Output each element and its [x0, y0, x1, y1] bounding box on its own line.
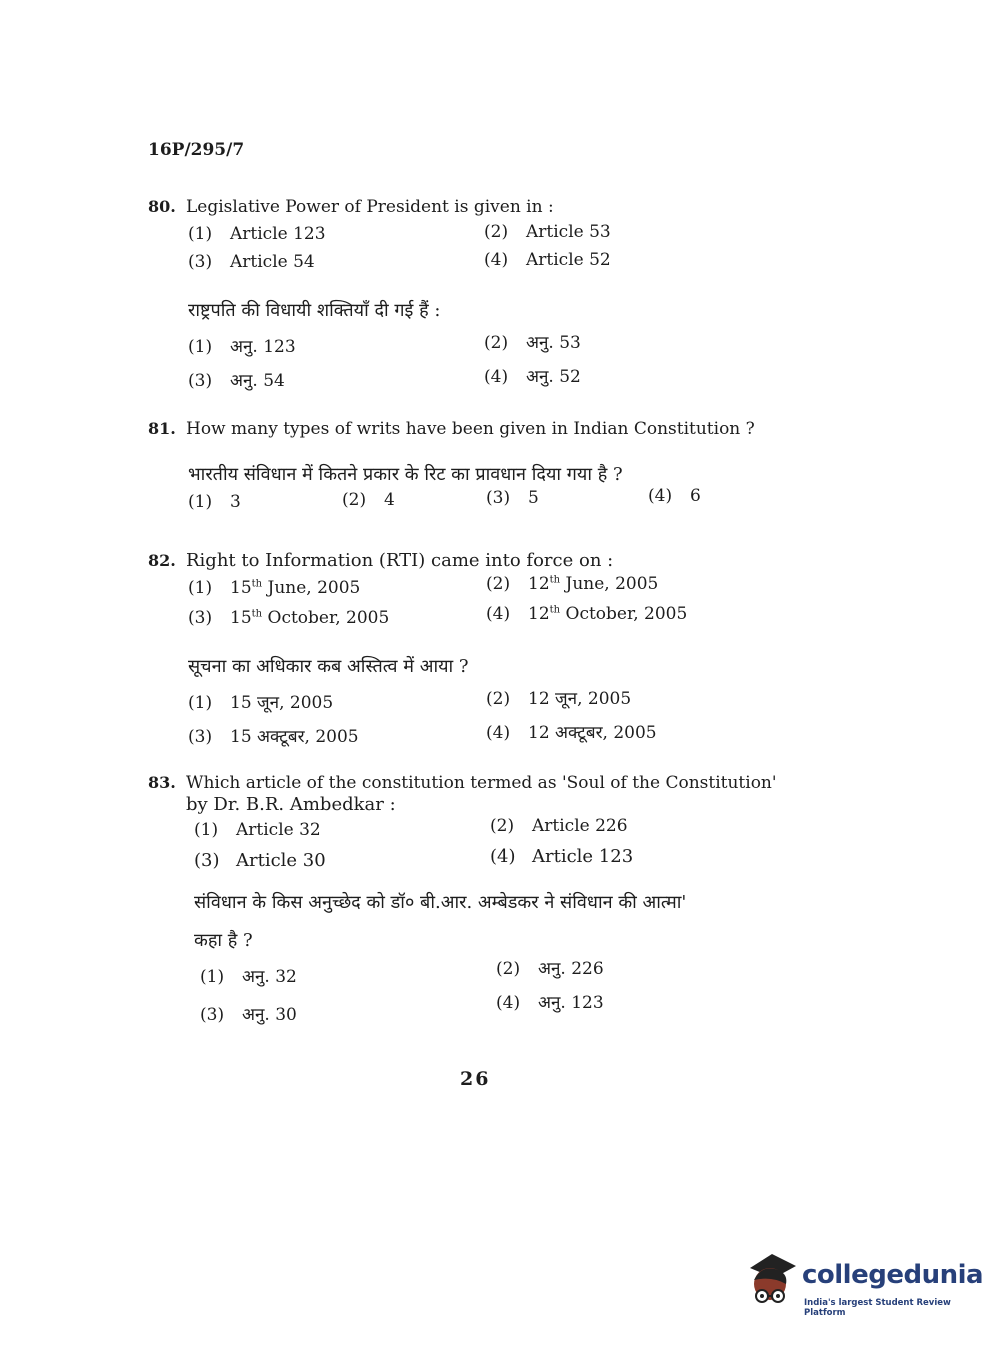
question-text-hi: राष्ट्रपति की विधायी शक्तियाँ दी गई हैं : [188, 300, 441, 321]
option: (2) Article 53 [484, 222, 611, 242]
question-number: 81. [148, 419, 176, 438]
question-text-en-line2: by Dr. B.R. Ambedkar : [186, 794, 396, 815]
option: (1) अनु. 123 [188, 337, 296, 357]
option: (2) 4 [342, 490, 395, 510]
option: (4) 12th October, 2005 [486, 604, 688, 624]
option: (1) Article 123 [188, 224, 326, 244]
options-en [188, 574, 788, 638]
brand-tagline: India's largest Student Review Platform [804, 1298, 951, 1318]
option: (3) 15th October, 2005 [188, 608, 390, 628]
question-82 [148, 550, 788, 760]
option: (3) Article 30 [194, 850, 326, 871]
option: (3) 15 अक्टूबर, 2005 [188, 727, 359, 747]
brand-name: collegedunia [802, 1260, 984, 1290]
option: (2) अनु. 53 [484, 333, 581, 353]
option: (1) Article 32 [194, 820, 321, 840]
question-text-hi: संविधान के किस अनुच्छेद को डॉ० बी.आर. अम्बेडकर ने संविधान की आत्मा' [194, 892, 687, 913]
option: (3) 5 [486, 488, 539, 508]
option: (4) 6 [648, 486, 701, 506]
question-text-hi: भारतीय संविधान में कितने प्रकार के रिट का प्रावधान दिया गया है ? [188, 464, 623, 485]
options-hi [188, 690, 788, 760]
option: (1) 15 जून, 2005 [188, 693, 334, 713]
question-text-en: How many types of writs have been given in Indian Constitution ? [186, 419, 755, 439]
question-number: 83. [148, 773, 176, 792]
mascot-icon [742, 1250, 802, 1316]
collegedunia-watermark [742, 1248, 984, 1320]
question-81 [148, 418, 788, 520]
option: (4) 12 अक्टूबर, 2005 [486, 723, 657, 743]
options-en [188, 224, 788, 284]
option: (1) 15th June, 2005 [188, 578, 361, 598]
question-80 [148, 196, 788, 404]
option: (4) Article 52 [484, 250, 611, 270]
question-text-hi: सूचना का अधिकार कब अस्तित्व में आया ? [188, 656, 469, 677]
options-hi [188, 334, 788, 404]
option: (3) अनु. 30 [200, 1005, 297, 1025]
options-hi [200, 959, 798, 1034]
option: (2) 12th June, 2005 [486, 574, 659, 594]
paper-code: 16P/295/7 [148, 140, 245, 160]
question-text-en: Right to Information (RTI) came into force on : [186, 550, 614, 571]
option: (2) 12 जून, 2005 [486, 689, 632, 709]
options-en [194, 816, 798, 880]
option: (2) अनु. 226 [496, 959, 604, 979]
option: (1) 3 [188, 492, 241, 512]
option: (4) अनु. 123 [496, 993, 604, 1013]
question-text-en: Legislative Power of President is given in : [186, 197, 554, 217]
page-number: 26 [460, 1068, 491, 1090]
question-number: 82. [148, 551, 176, 570]
option: (2) Article 226 [490, 816, 628, 836]
question-number: 80. [148, 197, 176, 216]
options [188, 486, 788, 520]
question-83 [148, 772, 798, 1034]
question-text-en: Which article of the constitution termed as 'Soul of the Constitution' [186, 773, 777, 793]
option: (3) Article 54 [188, 252, 315, 272]
option: (4) अनु. 52 [484, 367, 581, 387]
option: (4) Article 123 [490, 846, 634, 867]
option: (3) अनु. 54 [188, 371, 285, 391]
question-text-hi-line2: कहा है ? [194, 930, 253, 951]
option: (1) अनु. 32 [200, 967, 297, 987]
